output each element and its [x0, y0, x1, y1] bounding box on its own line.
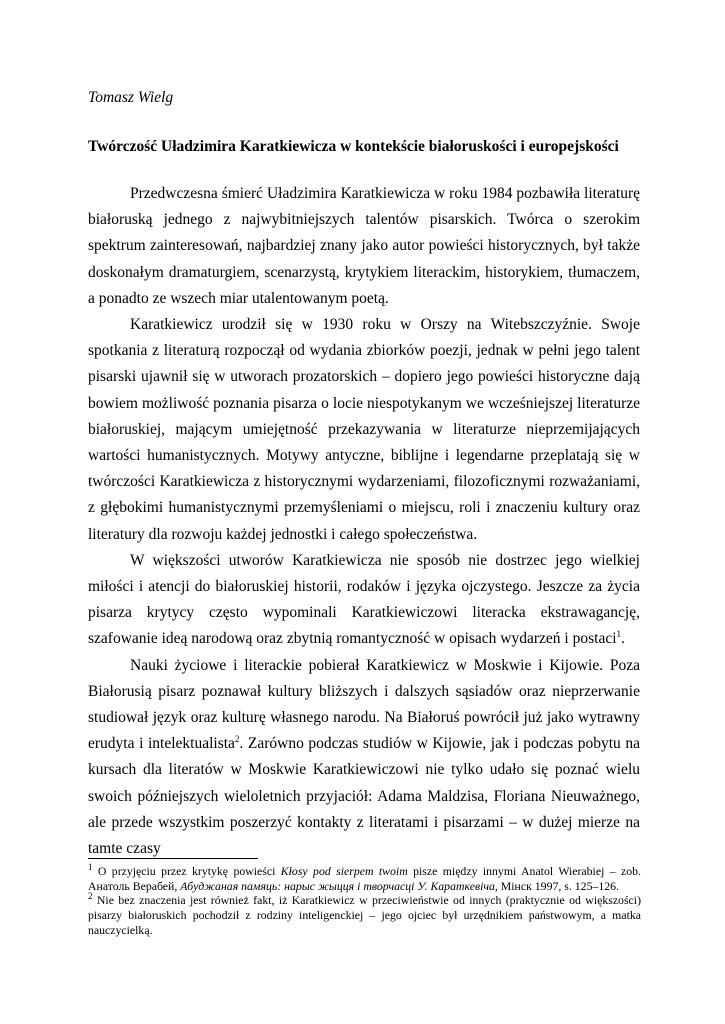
paragraph-3-end: . [621, 630, 625, 648]
paragraph-1: Przedwczesna śmierć Uładzimira Karatkiewicza w roku 1984 pozbawiła literaturę białoruską jednego z najwybitniejszych talentów pisarskich. Twórca o szerokim spektrum zainteresowań, najbardziej znany jako autor powieści historycznych, był także doskonałym dramaturgiem, scenarzystą, krytykiem literackim, historykiem, tłumaczem, a ponadto ze wszech miar utalentowanym poetą. [88, 185, 640, 307]
footnote-1-title-a: Kłosy pod sierpem twoim [280, 864, 408, 878]
paragraph-4 [88, 653, 640, 863]
paragraph-4-text-a: Nauki życiowe i literackie pobierał Karatkiewicz w Moskwie i Kijowie. Poza Białorusią pisarz poznawał kultury bliższych i dalszych sąsiadów oraz nieprzerwanie studiował język oraz kulturę własnego narodu. Na Białoruś powrócił już jako wytrawny erudyta i intelektualista [88, 656, 640, 753]
paragraph-2: Karatkiewicz urodził się w 1930 roku w Orszy na Witebszczyźnie. Swoje spotkania z literaturą rozpoczął od wydania zbiorków poezji, jednak w pełni jego talent pisarski ujawnił się w utworach prozatorskich – dopiero jego powieści historyczne dają bowiem możliwość poznania pisarza o locie niespotykanym we wcześniejszej literaturze białoruskiej, mającym umiejętność przekazywania w literaturze nieprzemijających wartości humanistycznych. Motywy antyczne, biblijne i legendarne przeplatają się w twórczości Karatkiewicza z historycznymi wydarzeniami, filozoficznymi rozważaniami, z głębokimi humanistycznymi przemyśleniami o miejscu, roli i znaczeniu kultury oraz literatury dla rozwoju każdej jednostki i całego społeczeństwa. [88, 316, 640, 543]
footnotes-section [88, 858, 641, 938]
document-title: Twórczość Uładzimira Karatkiewicza w kontekście białoruskości i europejskości [88, 138, 619, 155]
author-name: Tomasz Wielg [88, 89, 174, 106]
paragraph-4-text-b: . Zarówno podczas studiów w Kijowie, jak i podczas pobytu na kursach dla literatów w Moskwie Karatkiewiczowi nie tylko udało się poznać wielu swoich późniejszych wieloletnich przyjaciół: Adama Maldzisa, Floriana Nieuważnego, ale przede wszystkim poszerzyć kontakty z literatami i pisarzami – w dużej mierze na tamte czasy [88, 735, 640, 858]
footnote-2 [88, 893, 641, 937]
footnote-1-title-b: Абуджаная памяць: нарыс жыцця і творчасці У. Караткевіча [180, 878, 495, 893]
footnote-1 [88, 864, 641, 893]
footnote-divider [88, 858, 258, 859]
document-body [88, 181, 640, 862]
footnote-1-text-c: , Мінск 1997, s. 125–126. [494, 878, 620, 893]
footnote-ref-1[interactable]: 1 [616, 629, 622, 640]
paragraph-3 [88, 548, 640, 653]
footnote-1-number: 1 [88, 862, 93, 873]
footnote-ref-2[interactable]: 2 [234, 734, 240, 745]
footnote-1-text-b: pisze między innymi Anatol Wierabiej – zob. Анатоль Верабей, [88, 864, 642, 893]
footnote-2-text: Nie bez znaczenia jest również fakt, iż Karatkiewicz w przeciwieństwie od innych (praktycznie od większości) pisarzy białoruskich pochodził z rodziny inteligenckiej – jego ojciec był urzędnikiem państwowym, a matka nauczycielką. [88, 893, 641, 937]
footnote-2-number: 2 [88, 891, 93, 902]
footnote-1-text-a: O przyjęciu przez krytykę powieści [92, 864, 281, 878]
paragraph-3-text: W większości utworów Karatkiewicza nie sposób nie dostrzec jego wielkiej miłości i atencji do białoruskiej historii, rodaków i języka ojczystego. Jeszcze za życia pisarza krytycy często wypominali Karatkiewiczowi literacka ekstrawagancję, szafowanie ideą narodową oraz zbytnią romantyczność w opisach wydarzeń i postaci [88, 551, 640, 648]
